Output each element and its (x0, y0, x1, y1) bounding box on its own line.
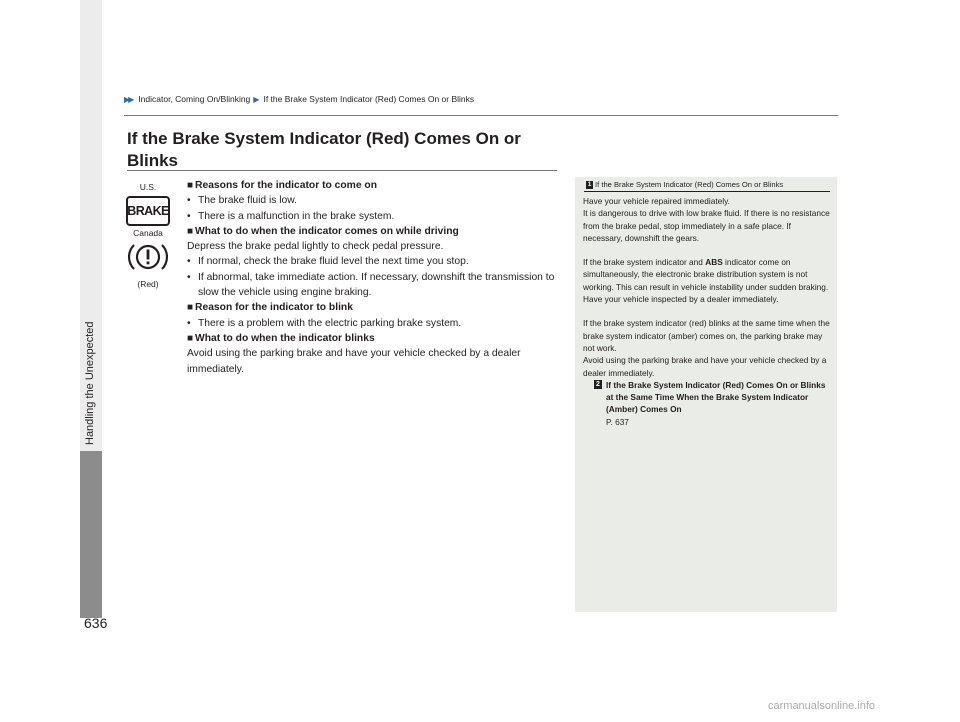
breadcrumb-arrow-icon: ▶ (253, 94, 258, 104)
square-bullet-icon: ■ (187, 302, 194, 314)
us-label: U.S. (139, 182, 157, 192)
breadcrumb-item-1[interactable]: Indicator, Coming On/Blinking (138, 94, 251, 104)
note-number-icon: 1 (587, 180, 592, 188)
paragraph: Depress the brake pedal lightly to check pedal pressure. (187, 241, 444, 253)
reference-page: P. 637 (606, 416, 629, 427)
square-bullet-icon: ■ (187, 225, 194, 237)
square-bullet-icon: ■ (187, 180, 194, 191)
list-item: • If normal, check the brake fluid level the next time you stop. (187, 254, 557, 269)
breadcrumb (124, 94, 474, 104)
list-item: • The brake fluid is low. (187, 193, 557, 208)
bullet-icon: • (187, 317, 191, 329)
list-item: • There is a malfunction in the brake system. (187, 209, 557, 224)
brake-icon-text: BRAKE (127, 204, 169, 218)
section-heading: ■ Reasons for the indicator to come on (187, 180, 377, 191)
note-paragraph: If the brake system indicator (red) blinks at the same time when the brake system indicator (amber) comes on, the parking brake may not work. Avoid using the parking brake and have your vehicle checked by a dealer immediately. (583, 318, 830, 378)
bullet-icon: • (187, 256, 191, 268)
main-content (187, 178, 557, 377)
side-tab-marker (80, 451, 102, 618)
cross-reference-link[interactable] (583, 379, 831, 428)
note-paragraph: Have your vehicle repaired immediately. It is dangerous to drive with low brake fluid. If there is no resistance from the brake pedal, stop immediately in a safe place. If necessary, downshift the gears. (583, 196, 830, 243)
brake-indicator-icon (126, 196, 170, 226)
section-heading: ■ What to do when the indicator comes on while driving (187, 225, 459, 237)
reference-text: If the Brake System Indicator (Red) Comes On or Blinks at the Same Time When the Brake System Indicator (Amber) Comes On (606, 379, 826, 415)
paragraph: Avoid using the parking brake and have your vehicle checked by a dealer immediately. (187, 348, 521, 375)
page-title: If the Brake System Indicator (Red) Comes On or Blinks (127, 129, 521, 170)
abs-label: ABS (705, 257, 723, 268)
brake-exclamation-icon (126, 240, 170, 274)
bullet-icon: • (187, 271, 191, 283)
header-rule (124, 115, 838, 116)
watermark: carmanualsonline.info (768, 700, 876, 712)
square-bullet-icon: ■ (187, 332, 194, 344)
side-note-title: If the Brake System Indicator (Red) Comes On or Blinks (595, 180, 784, 189)
breadcrumb-arrow-icon: ▶▶ (124, 94, 133, 104)
list-item: • There is a problem with the electric parking brake system. (187, 316, 557, 331)
bullet-icon: • (187, 195, 191, 207)
side-note-body (583, 195, 831, 428)
section-heading: ■ Reason for the indicator to blink (187, 302, 353, 314)
breadcrumb-item-2[interactable]: If the Brake System Indicator (Red) Comes On or Blinks (263, 94, 475, 104)
red-label: (Red) (137, 279, 159, 289)
side-note-heading (586, 180, 783, 189)
reference-arrow-icon: 2 (594, 380, 602, 389)
section-heading: ■ What to do when the indicator blinks (187, 332, 375, 344)
note-paragraph: If the brake system indicator and ABS indicator come on simultaneously, the electronic brake distribution system is not working. This can result in vehicle instability under sudden braking. Have your vehicle inspected by a dealer immediately. (583, 257, 829, 305)
bullet-icon: • (187, 210, 191, 222)
list-item: • If abnormal, take immediate action. If necessary, downshift the transmission to slow the vehicle using engine braking. (187, 271, 555, 299)
canada-label: Canada (133, 228, 163, 238)
section-label: Handling the Unexpected (84, 321, 96, 445)
side-note-rule (584, 191, 830, 192)
page-number: 636 (84, 615, 108, 631)
title-rule (127, 170, 557, 171)
